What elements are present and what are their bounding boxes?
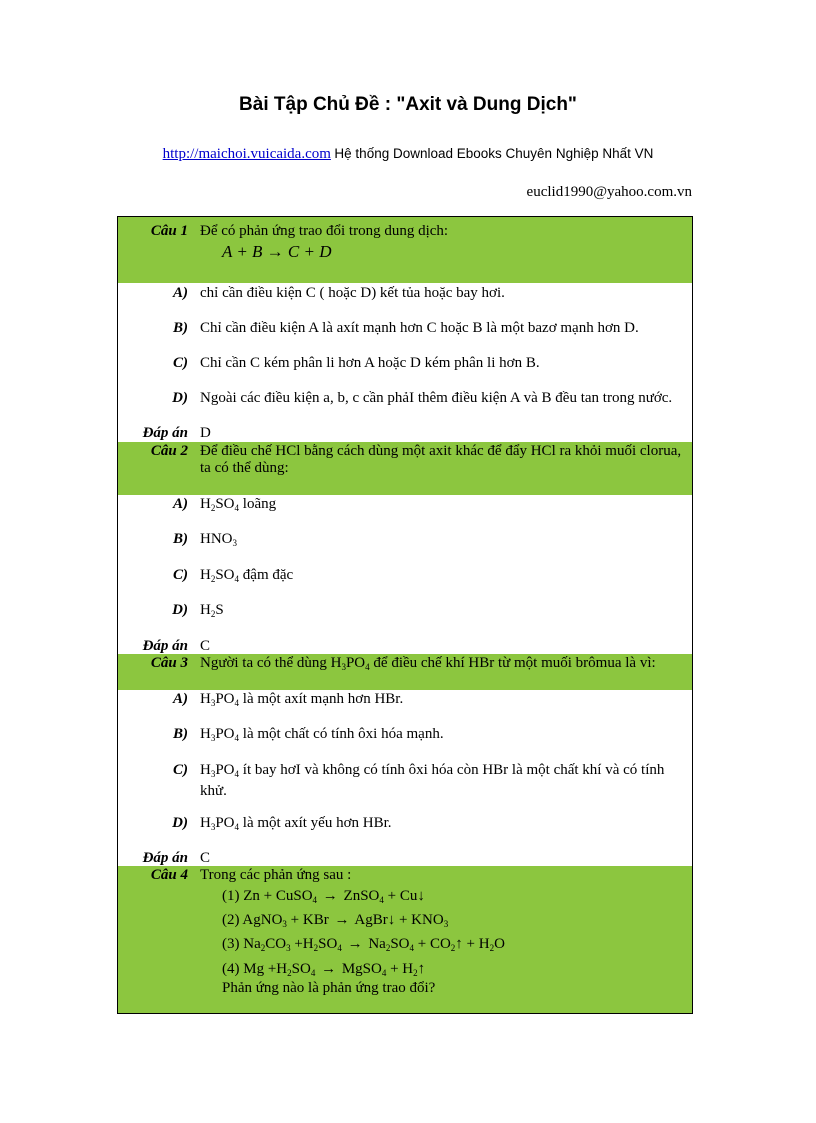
question-2-label: Câu 2 [150,443,188,459]
option-label: D) [172,602,188,618]
q3-option-c: $H_3PO_4$ ít bay hơI và không có tính ôxi hóa còn HBr là một chất khí và có tính khử. [200,762,665,799]
option-label: B) [173,531,188,547]
q3-option-d: $H_3PO_4$ là một axít yếu hơn HBr. [200,815,392,832]
email: euclid1990@yahoo.com.vn [526,184,692,200]
option-label: C) [173,355,188,371]
reaction-4: (4) $Mg +H_2SO_4$ → MgSO$_4$ + $H_2↑$ [222,961,426,978]
question-4-text: Phản ứng nào là phản ứng trao đổi? [222,980,436,996]
page-title: Bài Tập Chủ Đề : "Axit và Dung Dịch" [239,94,577,115]
q2-answer: C [200,638,211,654]
option-label: D) [172,390,188,406]
q3-answer: C [200,850,211,866]
question-4 [118,866,692,1013]
q1-option-d: Ngoài các điều kiện a, b, c cần phảI thêm điều kiện A và B đều tan trong nước. [200,390,673,406]
reaction-1: (1) Zn + CuSO$_4$ → ZnSO$_4$ + Cu↓ [222,888,425,905]
option-label: C) [173,762,188,778]
option-label: A) [173,285,188,301]
q2-option-b: $HNO_3$ [200,531,237,548]
question-1 [118,217,692,283]
question-2-text: Để điều chế HCl bằng cách dùng một axit khác để đẩy HCl ra khỏi muối clorua, ta có thể dùng: [200,443,682,476]
q2-option-d: $H_2S$ [200,602,224,619]
question-1-formula: A + B → C + D [222,242,332,261]
option-label: B) [173,726,188,742]
reaction-3: (3) $Na_2CO_3 +H_2SO_4 \to Na_2SO_4$ + $CO_2↑ + H_2O$ [222,936,505,953]
q1-option-b: Chỉ cần điều kiện A là axít mạnh hơn C hoặc B là một bazơ mạnh hơn D. [200,320,639,336]
tagline: Hệ thống Download Ebooks Chuyên Nghiệp Nhất VN [334,146,654,161]
site-link[interactable]: http://maichoi.vuicaida.com [162,146,331,162]
question-3 [118,654,692,690]
question-4-label: Câu 4 [150,867,188,883]
question-3-label: Câu 3 [150,655,188,671]
question-table [117,216,693,1014]
q1-option-a: chỉ cần điều kiện C ( hoặc D) kết tủa hoặc bay hơi. [200,285,505,301]
option-label: B) [173,320,188,336]
q2-option-c: $H_2SO_4$ đậm đặc [200,567,294,584]
question-1-text: Để có phản ứng trao đổi trong dung dịch: [200,223,449,239]
answer-label: Đáp án [142,850,188,866]
reaction-2: (2) AgNO$_3$ + KBr → AgBr↓ + $KNO_3$ [222,912,449,929]
question-2 [118,442,692,495]
q1-answer: D [200,425,211,441]
answer-label: Đáp án [142,638,188,654]
option-label: D) [172,815,188,831]
option-label: A) [173,691,188,707]
option-label: C) [173,567,188,583]
header-line [0,146,816,163]
q1-option-c: Chỉ cần C kém phân li hơn A hoặc D kém phân li hơn B. [200,355,540,371]
question-1-label: Câu 1 [150,223,188,239]
q3-option-a: $H_3PO_4$ là một axít mạnh hơn HBr. [200,691,404,708]
q2-option-a: $H_2SO_4$ loãng [200,496,277,513]
option-label: A) [173,496,188,512]
question-4-intro: Trong các phản ứng sau : [200,867,352,883]
answer-label: Đáp án [142,425,188,441]
question-3-text: Người ta có thể dùng $H_3PO_4$ để điều chế khí HBr từ một muối brômua là vì: [200,655,656,672]
q3-option-b: $H_3PO_4$ là một chất có tính ôxi hóa mạnh. [200,726,444,743]
